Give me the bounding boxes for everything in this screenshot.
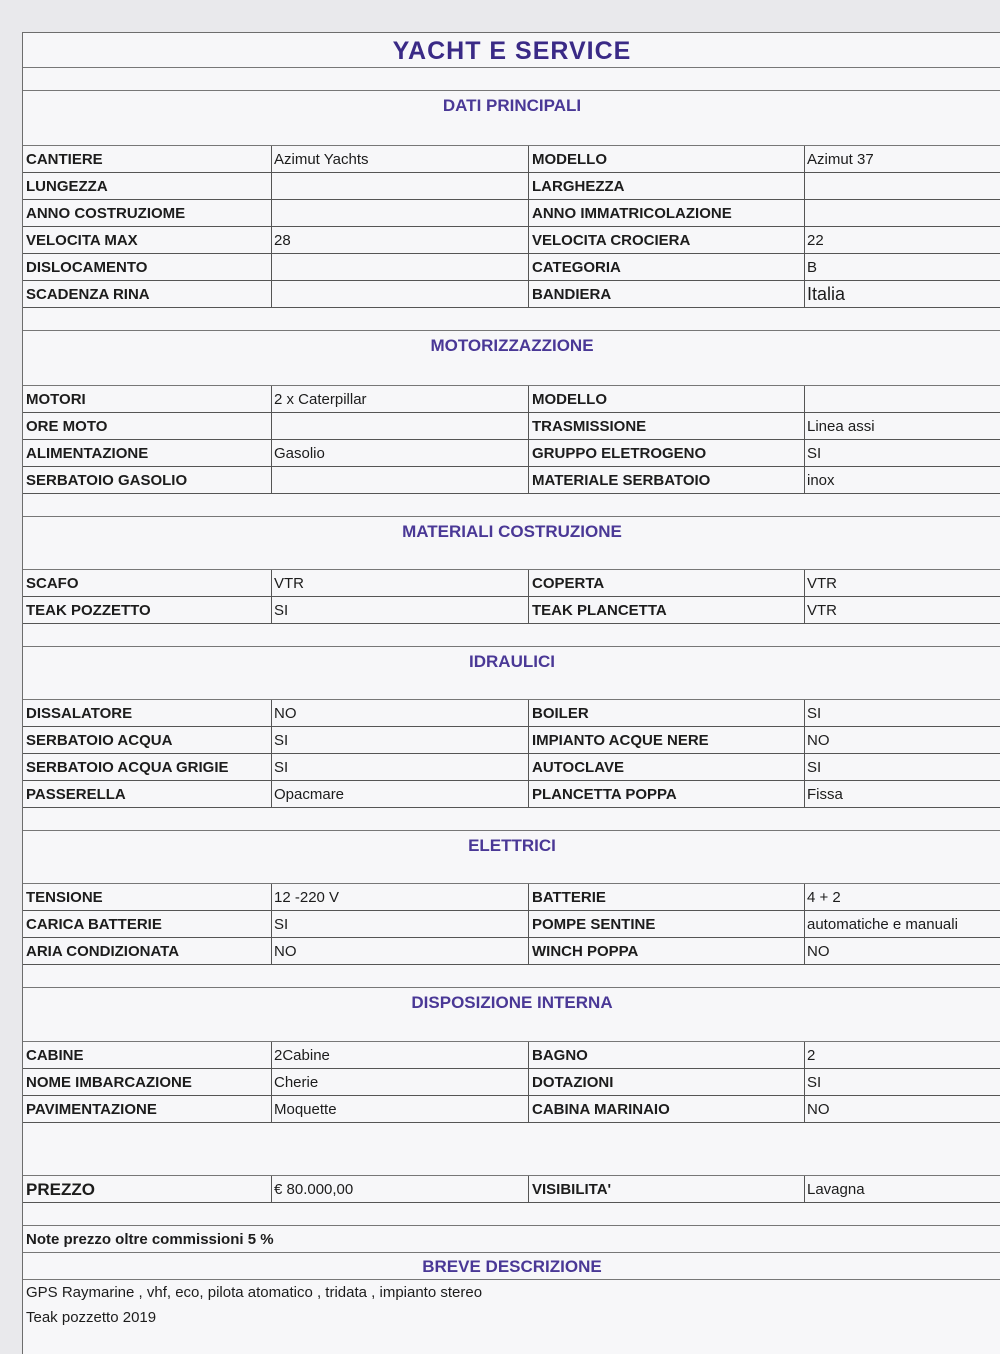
field-value: 2 <box>804 1042 1000 1068</box>
table-row <box>23 570 1000 597</box>
field-label: CATEGORIA <box>528 254 804 280</box>
field-value: inox <box>804 467 1000 493</box>
field-label: CABINA MARINAIO <box>528 1096 804 1122</box>
field-label: PASSERELLA <box>26 786 126 803</box>
table-row <box>23 254 1000 281</box>
field-label: WINCH POPPA <box>528 938 804 964</box>
field-value: VTR <box>271 570 528 596</box>
field-label: TRASMISSIONE <box>528 413 804 439</box>
field-value: 28 <box>271 227 528 253</box>
field-value: SI <box>804 700 1000 726</box>
table-row <box>23 1042 1000 1069</box>
section-materiali-costruzione: MATERIALI COSTRUZIONE <box>23 517 1000 570</box>
field-label: TEAK PLANCETTA <box>528 597 804 623</box>
field-value: VTR <box>804 570 1000 596</box>
field-value <box>271 467 528 493</box>
visibility-value: Lavagna <box>804 1176 1000 1202</box>
field-label: TEAK POZZETTO <box>26 602 151 619</box>
field-label: POMPE SENTINE <box>528 911 804 937</box>
field-label: DISSALATORE <box>26 705 133 722</box>
field-value <box>804 386 1000 412</box>
section-breve-descrizione: BREVE DESCRIZIONE <box>23 1253 1000 1280</box>
field-label: ANNO IMMATRICOLAZIONE <box>528 200 804 226</box>
field-label: MOTORI <box>26 391 86 408</box>
table-row <box>23 146 1000 173</box>
section-disposizione-interna: DISPOSIZIONE INTERNA <box>23 988 1000 1042</box>
field-value: SI <box>804 1069 1000 1095</box>
field-value: automatiche e manuali <box>804 911 1000 937</box>
field-value: NO <box>271 938 528 964</box>
spacer-row <box>23 68 1000 91</box>
field-label: SERBATOIO GASOLIO <box>26 472 188 489</box>
table-row <box>23 938 1000 965</box>
section-idraulici: IDRAULICI <box>23 647 1000 700</box>
field-label: LARGHEZZA <box>528 173 804 199</box>
field-value: 22 <box>804 227 1000 253</box>
field-label: BANDIERA <box>528 281 804 307</box>
field-label: GRUPPO ELETROGENO <box>528 440 804 466</box>
section-motorizzazione: MOTORIZZAZZIONE <box>23 331 1000 386</box>
table-row <box>23 200 1000 227</box>
table-dati-principali <box>23 146 1000 308</box>
section-elettrici: ELETTRICI <box>23 831 1000 884</box>
visibility-label: VISIBILITA' <box>528 1176 804 1202</box>
table-row <box>23 227 1000 254</box>
field-label: SERBATOIO ACQUA GRIGIE <box>26 759 229 776</box>
table-disposizione <box>23 1042 1000 1123</box>
field-value <box>804 173 1000 199</box>
document-title: YACHT E SERVICE <box>23 33 1000 68</box>
field-value: Azimut 37 <box>804 146 1000 172</box>
field-value: NO <box>271 700 528 726</box>
table-materiali <box>23 570 1000 624</box>
field-value: 12 -220 V <box>271 884 528 910</box>
field-label: MODELLO <box>528 146 804 172</box>
spacer-row <box>23 808 1000 831</box>
spacer-row <box>23 1123 1000 1176</box>
field-value: Fissa <box>804 781 1000 807</box>
field-value: VTR <box>804 597 1000 623</box>
field-label: CANTIERE <box>26 151 103 168</box>
field-value: NO <box>804 938 1000 964</box>
field-value: B <box>804 254 1000 280</box>
field-label: COPERTA <box>528 570 804 596</box>
field-value <box>271 173 528 199</box>
field-label: PLANCETTA POPPA <box>528 781 804 807</box>
table-row <box>23 781 1000 808</box>
field-value <box>271 281 528 307</box>
description-body <box>23 1280 1000 1330</box>
field-value: Moquette <box>271 1096 528 1122</box>
field-value: SI <box>271 727 528 753</box>
price-note: Note prezzo oltre commissioni 5 % <box>23 1226 1000 1253</box>
field-label: ALIMENTAZIONE <box>26 445 149 462</box>
field-label: LUNGEZZA <box>26 178 108 195</box>
field-value: SI <box>804 440 1000 466</box>
field-value: NO <box>804 727 1000 753</box>
field-value: 4 + 2 <box>804 884 1000 910</box>
table-row <box>23 386 1000 413</box>
field-label: AUTOCLAVE <box>528 754 804 780</box>
field-label: BATTERIE <box>528 884 804 910</box>
table-idraulici <box>23 700 1000 808</box>
field-value: SI <box>271 911 528 937</box>
field-label: MATERIALE SERBATOIO <box>528 467 804 493</box>
table-row <box>23 727 1000 754</box>
table-row <box>23 173 1000 200</box>
field-label: ARIA CONDIZIONATA <box>26 943 180 960</box>
field-value: Azimut Yachts <box>271 146 528 172</box>
spacer-row <box>23 624 1000 647</box>
section-dati-principali: DATI PRINCIPALI <box>23 91 1000 146</box>
field-value: Opacmare <box>271 781 528 807</box>
table-row <box>23 1096 1000 1123</box>
field-label: BAGNO <box>528 1042 804 1068</box>
table-row <box>23 413 1000 440</box>
table-row <box>23 754 1000 781</box>
field-label: DOTAZIONI <box>528 1069 804 1095</box>
field-label: IMPIANTO ACQUE NERE <box>528 727 804 753</box>
spacer-row <box>23 308 1000 331</box>
field-value: Cherie <box>271 1069 528 1095</box>
field-value: Italia <box>804 281 1000 307</box>
table-motorizzazione <box>23 386 1000 494</box>
field-value: Linea assi <box>804 413 1000 439</box>
field-label: BOILER <box>528 700 804 726</box>
table-row <box>23 281 1000 308</box>
field-label: VELOCITA CROCIERA <box>528 227 804 253</box>
table-row <box>23 597 1000 624</box>
field-label: MODELLO <box>528 386 804 412</box>
field-value <box>271 254 528 280</box>
description-line: Teak pozzetto 2019 <box>26 1309 157 1326</box>
field-label: CARICA BATTERIE <box>26 916 162 933</box>
field-label: SCAFO <box>26 575 79 592</box>
field-label: TENSIONE <box>26 889 103 906</box>
spacer-row <box>23 494 1000 517</box>
field-label: NOME IMBARCAZIONE <box>26 1074 192 1091</box>
field-label: PAVIMENTAZIONE <box>26 1101 157 1118</box>
price-label: PREZZO <box>26 1180 95 1199</box>
field-label: ANNO COSTRUZIOME <box>26 205 186 222</box>
table-elettrici <box>23 884 1000 965</box>
field-value: SI <box>804 754 1000 780</box>
field-value: 2 x Caterpillar <box>271 386 528 412</box>
spacer-row <box>23 1203 1000 1226</box>
table-row <box>23 911 1000 938</box>
field-value <box>271 200 528 226</box>
price-value: € 80.000,00 <box>271 1176 528 1202</box>
field-value <box>271 413 528 439</box>
field-value: 2Cabine <box>271 1042 528 1068</box>
field-label: CABINE <box>26 1047 84 1064</box>
field-label: DISLOCAMENTO <box>26 259 148 276</box>
spec-sheet <box>22 32 1000 1354</box>
field-value: SI <box>271 597 528 623</box>
table-row <box>23 1069 1000 1096</box>
field-label: ORE MOTO <box>26 418 108 435</box>
field-value: Gasolio <box>271 440 528 466</box>
table-row <box>23 440 1000 467</box>
price-row <box>23 1176 1000 1203</box>
field-label: VELOCITA MAX <box>26 232 138 249</box>
description-line: GPS Raymarine , vhf, eco, pilota atomatico , tridata , impianto stereo <box>26 1284 483 1301</box>
field-label: SERBATOIO ACQUA <box>26 732 173 749</box>
field-value <box>804 200 1000 226</box>
table-row <box>23 884 1000 911</box>
table-row <box>23 467 1000 494</box>
spacer-row <box>23 965 1000 988</box>
table-row <box>23 700 1000 727</box>
field-label: SCADENZA RINA <box>26 286 150 303</box>
field-value: NO <box>804 1096 1000 1122</box>
field-value: SI <box>271 754 528 780</box>
